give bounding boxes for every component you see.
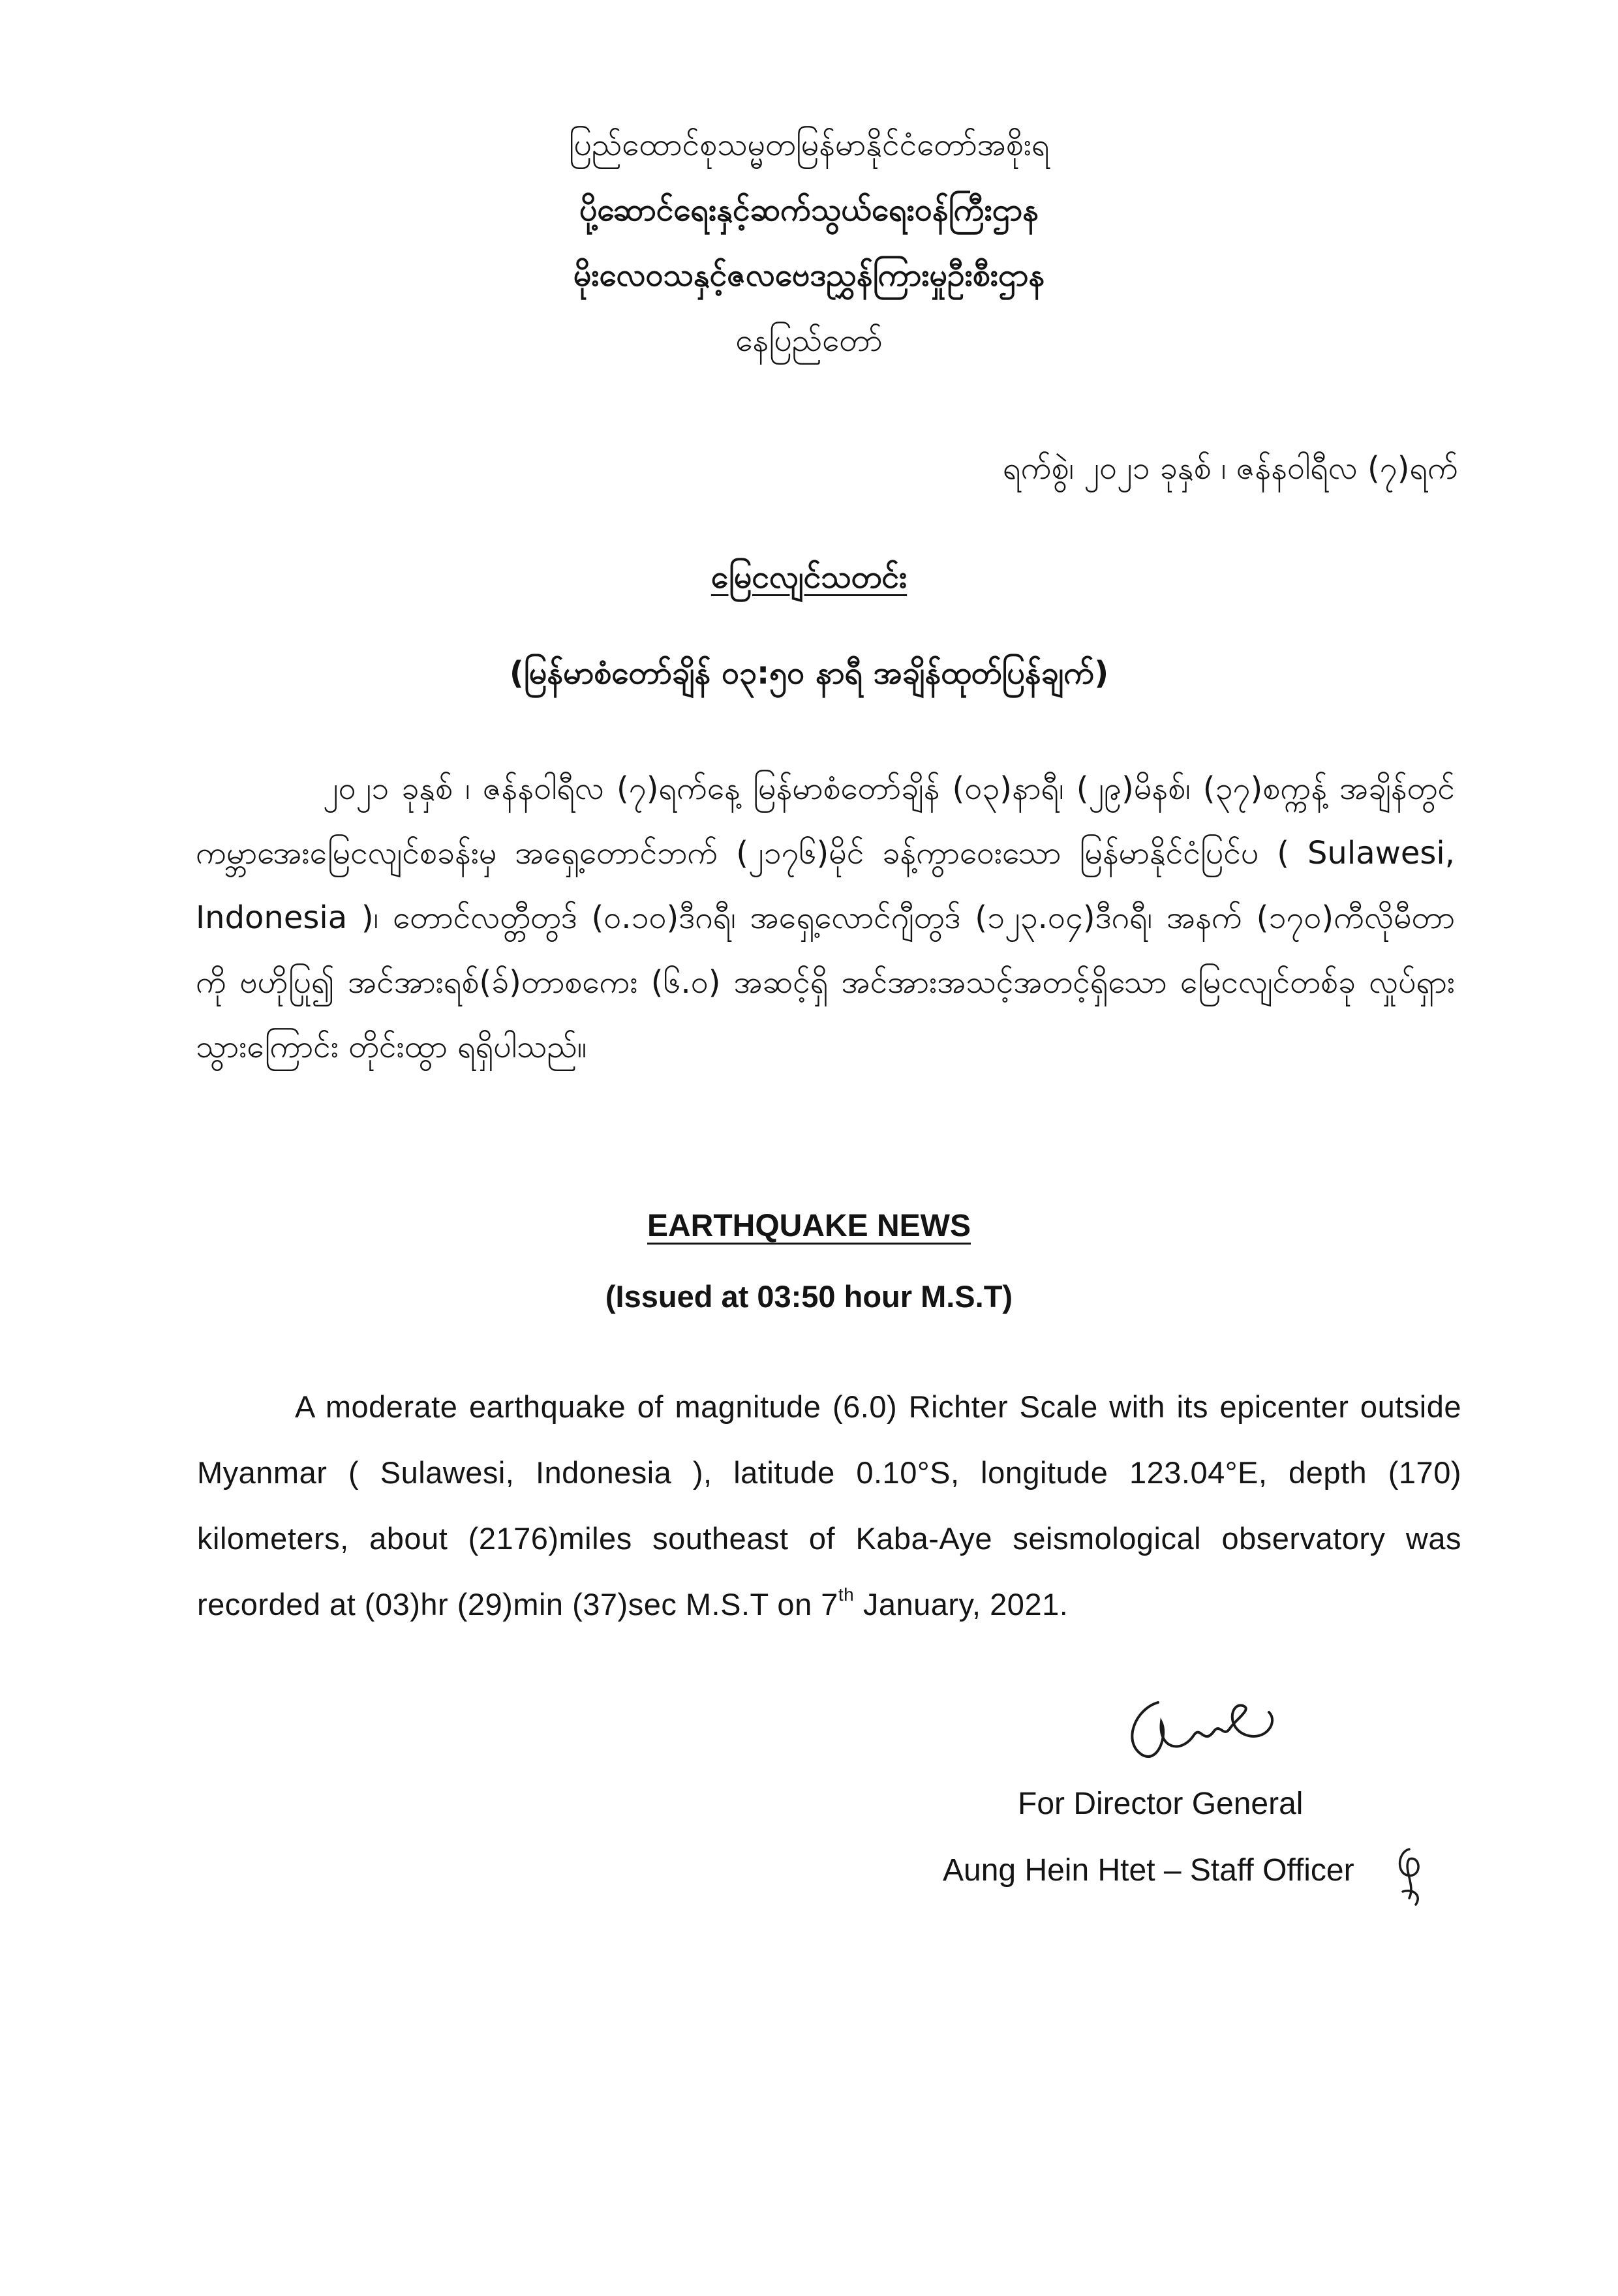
- document-date: ရက်စွဲ၊ ၂၀၂၁ ခုနှစ် ၊ ဇန်နဝါရီလ (၇)ရက်: [1003, 450, 1458, 487]
- myanmar-issued-time: (မြန်မာစံတော်ချိန် ၀၃:၅၀ နာရီ အချိန်ထုတ်ပြန်ချက်): [509, 655, 1109, 691]
- government-title: ပြည်ထောင်စုသမ္မတမြန်မာနိုင်ငံတော်အစိုးရ: [568, 127, 1050, 163]
- english-news-body: [197, 1374, 1461, 1637]
- location-title: နေပြည်တော်: [735, 322, 883, 359]
- signatory-title: For Director General: [1018, 1787, 1304, 1821]
- department-title: မိုးလေဝသနှင့်ဇလဗေဒညွှန်ကြားမှုဦးစီးဌာန: [573, 257, 1045, 294]
- myanmar-news-body: ၂၀၂၁ ခုနှစ် ၊ ဇန်နဝါရီလ (၇)ရက်နေ့ မြန်မာစံတော်ချိန် (၀၃)နာရီ၊ (၂၉)မိနစ်၊ (၃၇)စက္ကန့် အချိန်တွင် ကမ္ဘာအေးမြေငလျင်စခန်းမှ အရှေ့တောင်ဘက် (၂၁၇၆)မိုင် ခန့်ကွာဝေးသော မြန်မာနိုင်ငံပြင်ပ ( Sulawesi, Indonesia )၊ တောင်လတ္တီတွဒ် (၀.၁၀)ဒီဂရီ၊ အရှေ့လောင်ဂျီတွဒ် (၁၂၃.၀၄)ဒီဂရီ၊ အနက် (၁၇၀)ကီလိုမီတာကို ဗဟိုပြု၍ အင်အားရစ်(ခ်)တာစကေး (၆.၀) အဆင့်ရှိ အင်အားအသင့်အတင့်ရှိသော မြေငလျင်တစ်ခု လှုပ်ရှားသွားကြောင်း တိုင်းထွာ ရရှိပါသည်။: [196, 770, 1456, 1065]
- initials-mark: [1390, 1839, 1435, 1911]
- english-news-title: EARTHQUAKE NEWS: [647, 1209, 971, 1243]
- english-issued-time: (Issued at 03:50 hour M.S.T): [605, 1279, 1013, 1314]
- ministry-title: ပို့ဆောင်ရေးနှင့်ဆက်သွယ်ရေးဝန်ကြီးဌာန: [579, 192, 1039, 228]
- signatory-name: Aung Hein Htet – Staff Officer: [943, 1853, 1354, 1888]
- english-body-superscript: th: [838, 1584, 855, 1605]
- myanmar-news-title: မြေငလျင်သတင်း: [710, 559, 908, 596]
- english-body-main: A moderate earthquake of magnitude (6.0) Richter Scale with its epicenter outside Myanmar ( Sulawesi, Indonesia ), latitude 0.10°S, longitude 123.04°E, depth (170) kilometers, about (2176)miles southeast of Kaba-Aye seismological observatory was recorded at (03)hr (29)min (37)sec M.S.T on 7: [197, 1389, 1461, 1622]
- english-body-end: January, 2021.: [854, 1587, 1069, 1622]
- handwritten-signature: [1096, 1683, 1292, 1781]
